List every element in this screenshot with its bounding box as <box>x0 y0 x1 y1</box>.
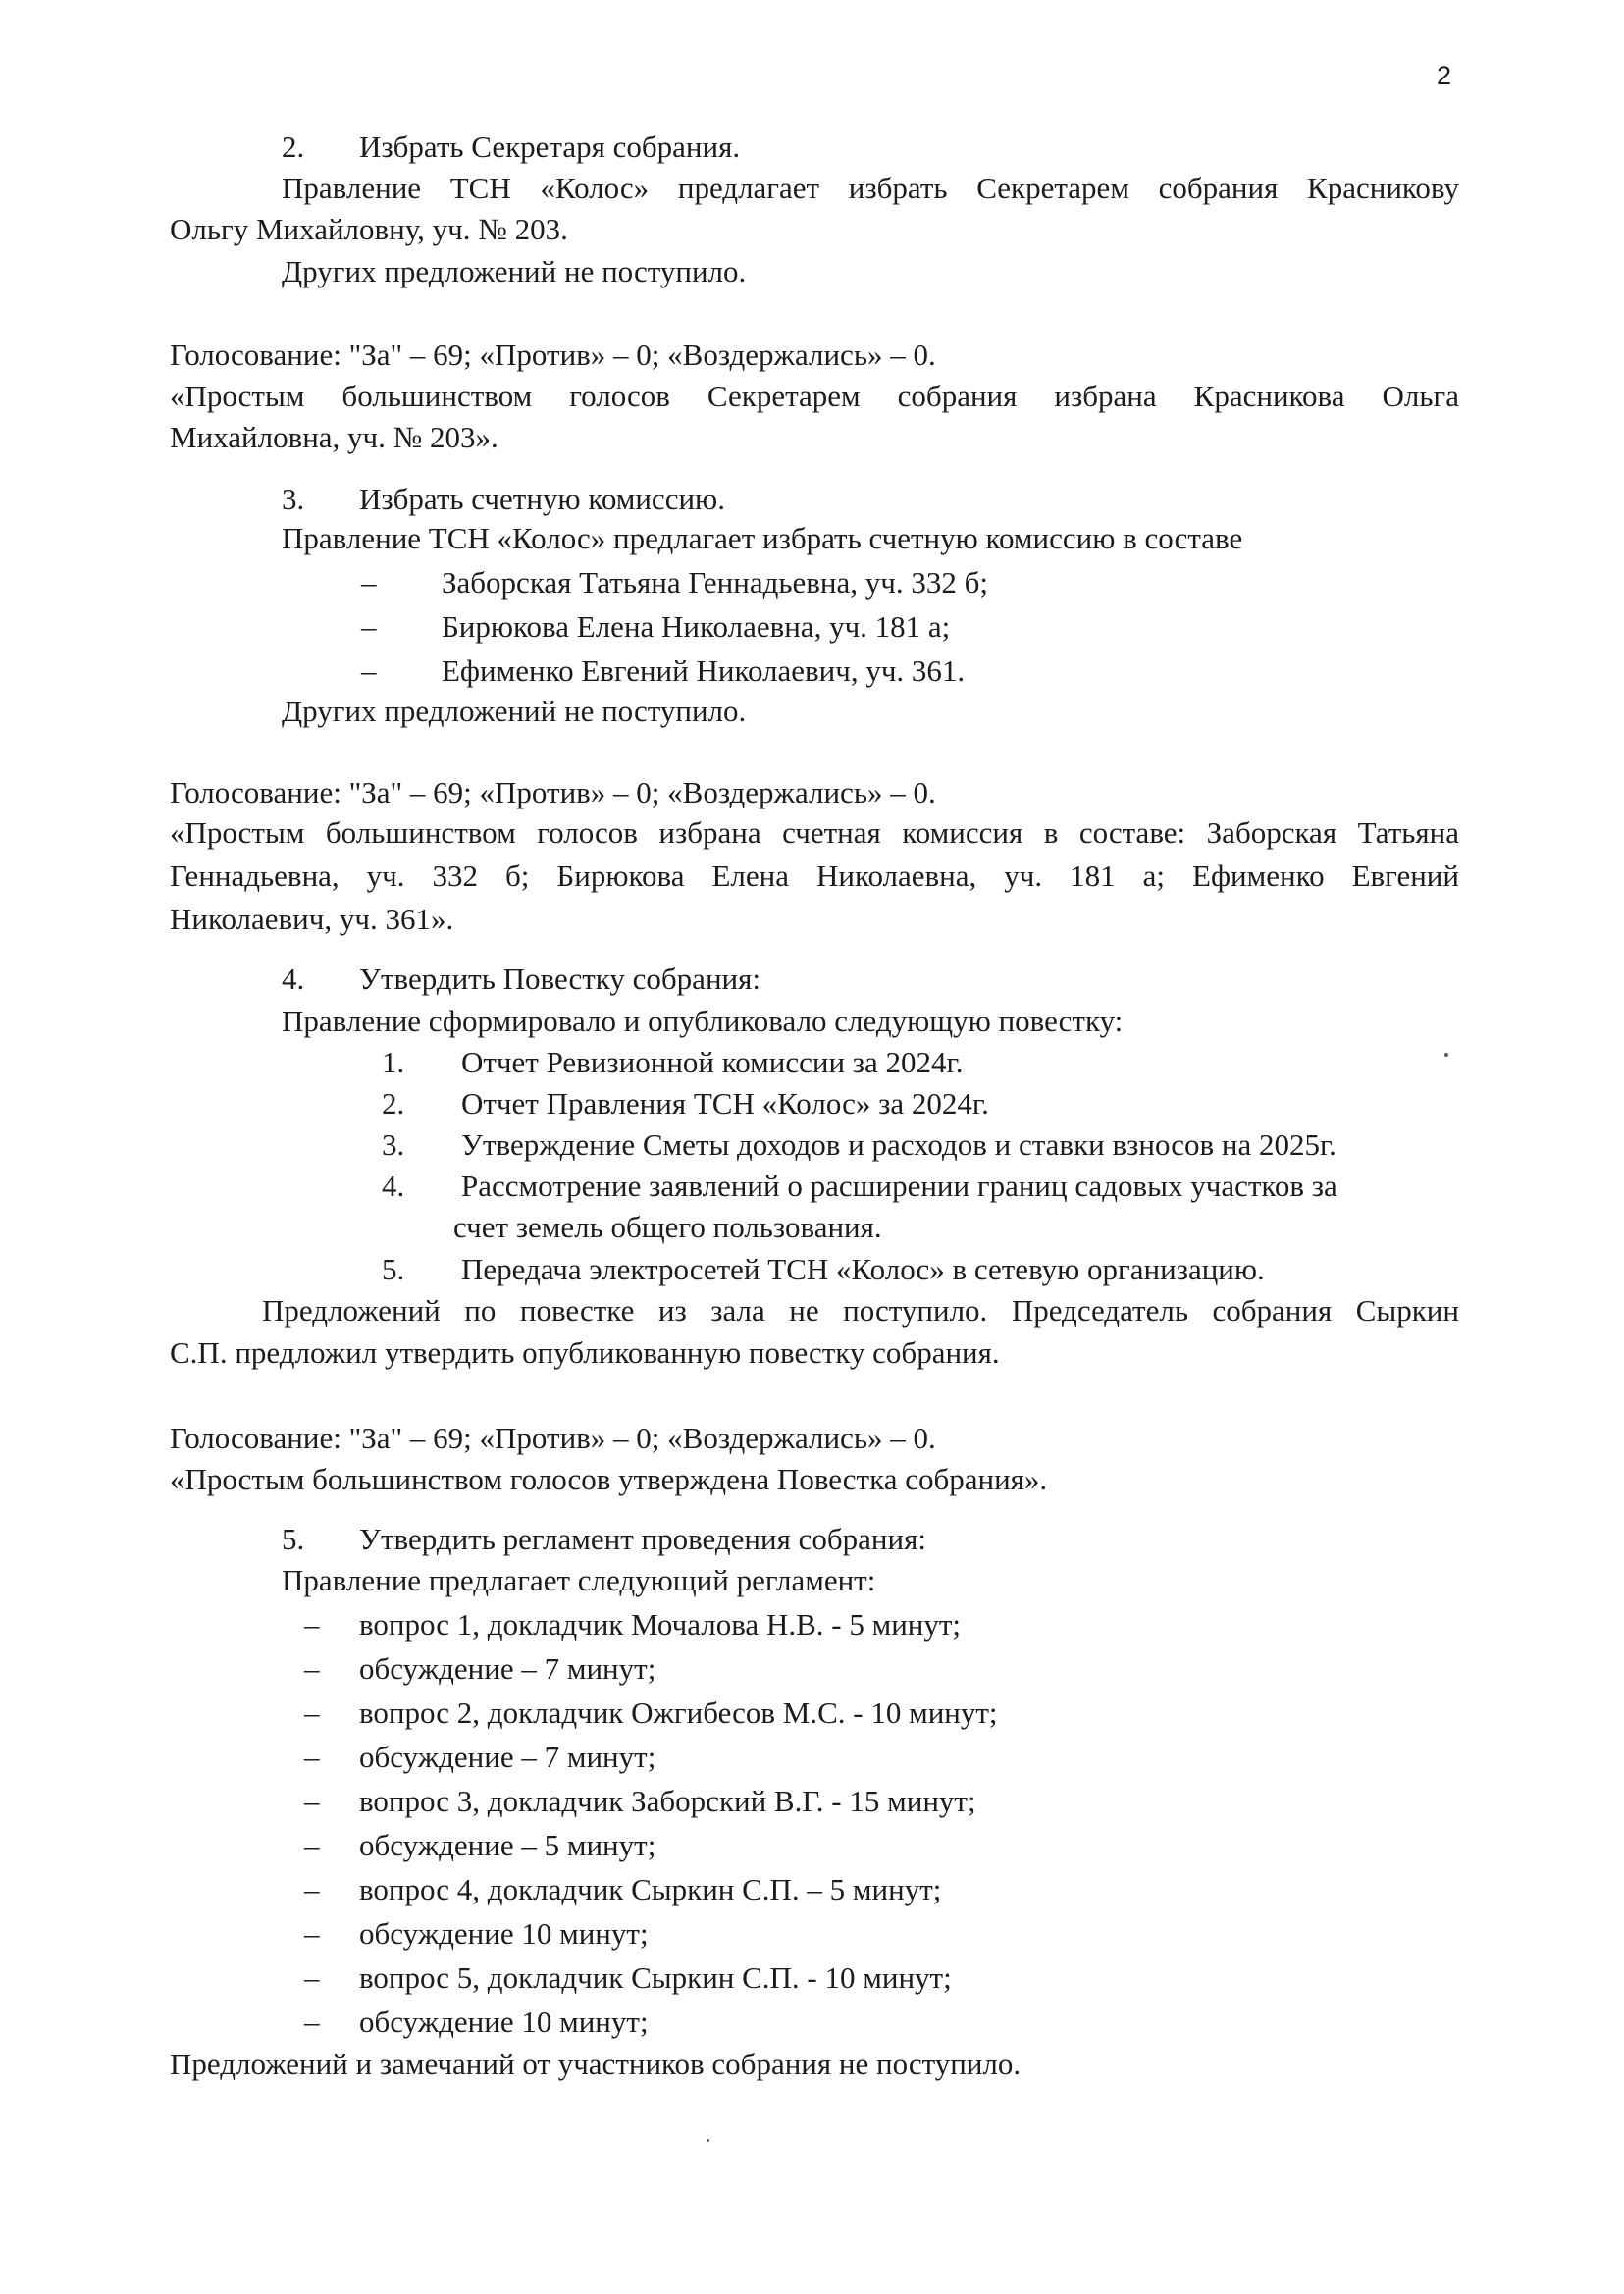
item3-title: Избрать счетную комиссию. <box>359 482 725 516</box>
item5-title: Утвердить регламент проведения собрания: <box>359 1522 926 1556</box>
item3-no-other-proposals: Других предложений не поступило. <box>282 694 747 728</box>
item3-vote: Голосование: "За" – 69; «Против» – 0; «Воздержались» – 0. <box>170 775 936 809</box>
agenda-item-continuation: счет земель общего пользования. <box>453 1210 882 1244</box>
item2-title: Избрать Секретаря собрания. <box>359 130 741 164</box>
schedule-item: вопрос 2, докладчик Ожгибесов М.С. - 10 минут; <box>359 1695 998 1730</box>
list-bullet: – <box>361 609 377 644</box>
scan-speck <box>1444 1053 1448 1057</box>
item2-result-line2: Михайловна, уч. № 203». <box>170 420 498 454</box>
list-bullet: – <box>304 1784 320 1818</box>
schedule-item: вопрос 1, докладчик Мочалова Н.В. - 5 минут; <box>359 1607 962 1642</box>
schedule-item: вопрос 5, докладчик Сыркин С.П. - 10 минут; <box>359 1960 952 1995</box>
schedule-item: вопрос 4, докладчик Сыркин С.П. – 5 минут; <box>359 1872 942 1906</box>
list-bullet: – <box>304 1740 320 1774</box>
item2-number: 2. <box>282 130 305 164</box>
agenda-number: 4. <box>382 1169 405 1203</box>
list-bullet: – <box>304 1828 320 1862</box>
list-bullet: – <box>304 1960 320 1995</box>
list-bullet: – <box>361 653 377 688</box>
agenda-item: Утверждение Сметы доходов и расходов и ставки взносов на 2025г. <box>461 1127 1336 1162</box>
agenda-number: 3. <box>382 1127 405 1162</box>
list-bullet: – <box>304 1695 320 1730</box>
item2-result-line1: «Простым большинством голосов Секретарем собрания избрана Красникова Ольга <box>170 379 1459 413</box>
item4-floor-line1: Предложений по повестке из зала не поступило. Председатель собрания Сыркин <box>262 1293 1459 1328</box>
item2-proposal-line1: Правление ТСН «Колос» предлагает избрать Секретарем собрания Красникову <box>282 171 1459 205</box>
list-bullet: – <box>304 1916 320 1951</box>
item4-number: 4. <box>282 962 305 996</box>
item2-vote: Голосование: "За" – 69; «Против» – 0; «Воздержались» – 0. <box>170 338 936 372</box>
item4-vote: Голосование: "За" – 69; «Против» – 0; «Воздержались» – 0. <box>170 1421 936 1455</box>
item2-proposal-line2: Ольгу Михайловну, уч. № 203. <box>170 212 568 246</box>
commission-member: Ефименко Евгений Николаевич, уч. 361. <box>442 653 966 688</box>
schedule-item: вопрос 3, докладчик Заборский В.Г. - 15 минут; <box>359 1784 976 1818</box>
list-bullet: – <box>304 1651 320 1686</box>
agenda-number: 5. <box>382 1252 405 1286</box>
list-bullet: – <box>304 1872 320 1906</box>
item4-title: Утвердить Повестку собрания: <box>359 962 760 996</box>
agenda-number: 1. <box>382 1045 405 1079</box>
schedule-item: обсуждение – 5 минут; <box>359 1828 656 1862</box>
item3-result-line3: Николаевич, уч. 361». <box>170 902 454 936</box>
item5-number: 5. <box>282 1522 305 1556</box>
agenda-item: Рассмотрение заявлений о расширении границ садовых участков за <box>461 1169 1337 1203</box>
item4-intro: Правление сформировало и опубликовало следующую повестку: <box>282 1004 1124 1038</box>
agenda-item: Отчет Правления ТСН «Колос» за 2024г. <box>461 1086 989 1121</box>
item4-floor-line2: С.П. предложил утвердить опубликованную повестку собрания. <box>170 1335 1000 1370</box>
agenda-item: Отчет Ревизионной комиссии за 2024г. <box>461 1045 964 1079</box>
item3-proposal: Правление ТСН «Колос» предлагает избрать счетную комиссию в составе <box>282 521 1243 555</box>
list-bullet: – <box>361 565 377 600</box>
agenda-number: 2. <box>382 1086 405 1121</box>
commission-member: Заборская Татьяна Геннадьевна, уч. 332 б; <box>442 565 988 600</box>
schedule-item: обсуждение – 7 минут; <box>359 1651 656 1686</box>
item2-no-other-proposals: Других предложений не поступило. <box>282 254 747 288</box>
schedule-item: обсуждение 10 минут; <box>359 2005 649 2039</box>
schedule-item: обсуждение – 7 минут; <box>359 1740 656 1774</box>
item5-intro: Правление предлагает следующий регламент: <box>282 1563 876 1597</box>
agenda-item: Передача электросетей ТСН «Колос» в сетевую организацию. <box>461 1252 1265 1286</box>
item3-number: 3. <box>282 482 305 516</box>
item3-result-line1: «Простым большинством голосов избрана счетная комиссия в составе: Заборская Татьяна <box>170 815 1459 850</box>
list-bullet: – <box>304 1607 320 1642</box>
item4-result: «Простым большинством голосов утверждена Повестка собрания». <box>170 1462 1048 1496</box>
item3-result-line2: Геннадьевна, уч. 332 б; Бирюкова Елена Николаевна, уч. 181 а; Ефименко Евгений <box>170 859 1459 893</box>
page-number: 2 <box>1437 61 1452 90</box>
scan-speck <box>707 2139 709 2142</box>
item5-closing: Предложений и замечаний от участников собрания не поступило. <box>170 2047 1022 2081</box>
commission-member: Бирюкова Елена Николаевна, уч. 181 а; <box>442 609 951 644</box>
list-bullet: – <box>304 2005 320 2039</box>
schedule-item: обсуждение 10 минут; <box>359 1916 649 1951</box>
